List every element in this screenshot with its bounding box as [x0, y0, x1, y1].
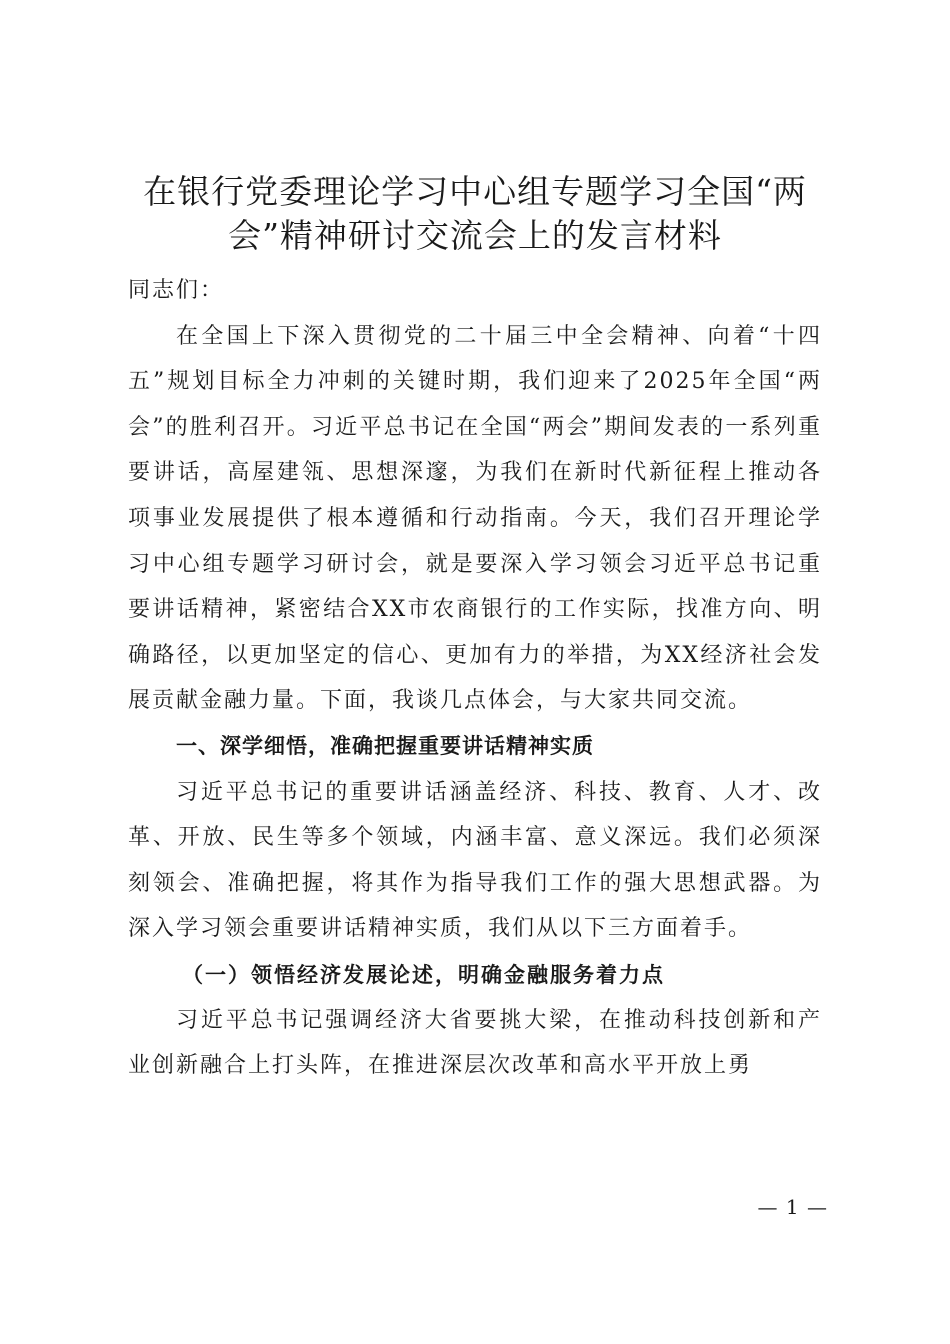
intro-paragraph: 在全国上下深入贯彻党的二十届三中全会精神、向着“十四五”规划目标全力冲刺的关键时期，我们迎来了2025年全国“两会”的胜利召开。习近平总书记在全国“两会”期间发表的一系列重要讲话，高屋建瓴、思想深邃，为我们在新时代新征程上推动各项事业发展提供了根本遵循和行动指南。今天，我们召开理论学习中心组专题学习研讨会，就是要深入学习领会习近平总书记重要讲话精神，紧密结合XX市农商银行的工作实际，找准方向、明确路径，以更加坚定的信心、更加有力的举措，为XX经济社会发展贡献金融力量。下面，我谈几点体会，与大家共同交流。 [128, 323, 822, 714]
document-body [128, 268, 822, 1089]
page-number: — 1 — [757, 1195, 828, 1219]
document-title: 在银行党委理论学习中心组专题学习全国“两会”精神研讨交流会上的发言材料 [143, 172, 807, 255]
section-paragraph: 习近平总书记的重要讲话涵盖经济、科技、教育、人才、改革、开放、民生等多个领域，内涵丰富、意义深远。我们必须深刻领会、准确把握，将其作为指导我们工作的强大思想武器。为深入学习领会重要讲话精神实质，我们从以下三方面着手。 [128, 779, 822, 942]
greeting: 同志们： [128, 278, 225, 303]
subsection-paragraph: 习近平总书记强调经济大省要挑大梁，在推动科技创新和产业创新融合上打头阵，在推进深层次改革和高水平开放上勇 [128, 1007, 822, 1079]
subsection-heading: （一）领悟经济发展论述，明确金融服务着力点 [182, 961, 665, 987]
section-heading: 一、深学细悟，准确把握重要讲话精神实质 [176, 733, 594, 758]
